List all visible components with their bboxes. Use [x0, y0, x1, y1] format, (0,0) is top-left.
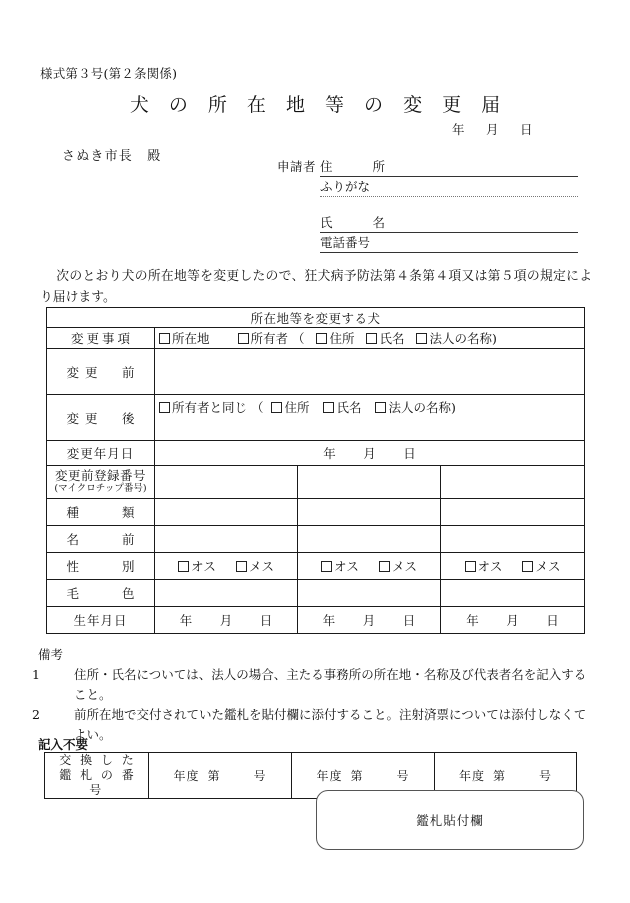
table-row-change-items [47, 328, 585, 349]
tag-table-label-line2: 鑑 札 の 番 号 [59, 768, 137, 797]
row-label-change-items: 変更事項 [47, 328, 155, 349]
form-code: 様式第３号(第２条関係) [40, 66, 178, 81]
sex-cell-3[interactable] [441, 553, 585, 580]
tag-no-prefix-2: 第 [350, 769, 364, 783]
table-row-after [47, 395, 585, 441]
birth-date-month-3: 月 [506, 613, 519, 628]
checkbox-female-2-icon[interactable] [379, 561, 390, 572]
checkbox-after-address-icon[interactable] [271, 402, 282, 413]
option-label-corporate-name: 法人の名称) [429, 331, 497, 346]
table-row-before [47, 349, 585, 395]
coat-color-cell-2[interactable] [298, 580, 441, 607]
sex-option-male-2: オス [334, 559, 359, 574]
checkbox-owner-address-icon[interactable] [316, 333, 327, 344]
checkbox-male-2-icon[interactable] [321, 561, 332, 572]
sex-option-female-1: メス [248, 559, 274, 574]
tag-no-prefix-3: 第 [492, 769, 506, 783]
checkbox-female-3-icon[interactable] [522, 561, 533, 572]
checkbox-owner-icon[interactable] [238, 333, 249, 344]
birth-date-day-1: 日 [259, 613, 273, 628]
furigana-label: ふりがな [320, 179, 371, 194]
remarks-item-1-number: 1 [32, 667, 40, 682]
option-label-owner-name: 氏名 [379, 331, 405, 346]
checkbox-male-1-icon[interactable] [178, 561, 189, 572]
dog-change-table [46, 307, 585, 634]
sex-option-male-3: オス [477, 559, 503, 574]
pet-name-cell-1[interactable] [155, 526, 298, 553]
prev-reg-no-cell-2[interactable] [298, 466, 441, 499]
option-label-after-corporate-name: 法人の名称) [388, 400, 456, 415]
tag-attachment-box-label: 鑑札貼付欄 [416, 813, 484, 828]
checkbox-location-icon[interactable] [159, 333, 170, 344]
table-row-pet-name [47, 526, 585, 553]
option-label-after-address: 住所 [284, 400, 310, 415]
table-row-sex [47, 553, 585, 580]
row-label-breed: 種 類 [47, 499, 155, 526]
date-day-label: 日 [520, 122, 534, 137]
remarks-section [32, 645, 594, 745]
tag-no-suffix-1: 号 [253, 769, 267, 783]
birth-date-month-1: 月 [219, 613, 233, 628]
birth-date-year-3: 年 [466, 613, 479, 628]
birth-date-day-2: 日 [402, 613, 416, 628]
sex-option-female-2: メス [391, 559, 417, 574]
prev-reg-no-cell-1[interactable] [155, 466, 298, 499]
option-label-owner-address: 住所 [329, 331, 355, 346]
tag-no-suffix-2: 号 [396, 769, 410, 783]
birth-date-cell-2[interactable] [298, 607, 441, 634]
after-value-cell[interactable] [155, 395, 585, 441]
tag-table-label-line1: 交 換 し た [59, 753, 137, 767]
tag-fiscal-year-1: 年度 [173, 769, 200, 783]
sex-option-female-3: メス [535, 559, 561, 574]
birth-date-day-3: 日 [546, 613, 559, 628]
coat-color-cell-3[interactable] [441, 580, 585, 607]
sex-cell-1[interactable] [155, 553, 298, 580]
option-label-after-name: 氏名 [336, 400, 362, 415]
checkbox-after-corporate-name-icon[interactable] [375, 402, 386, 413]
name-label: 氏 名 [320, 215, 391, 230]
birth-date-month-2: 月 [362, 613, 376, 628]
prev-reg-no-cell-3[interactable] [441, 466, 585, 499]
submission-date-line [452, 120, 533, 138]
applicant-label: 申請者 [277, 159, 317, 174]
remarks-heading: 備考 [38, 647, 64, 662]
tag-attachment-box[interactable] [316, 790, 584, 850]
tag-number-cell-1[interactable] [149, 753, 292, 799]
table-row-caption [47, 308, 585, 328]
change-items-options[interactable] [155, 328, 585, 349]
body-paragraph-text: 次のとおり犬の所在地等を変更したので、狂犬病予防法第４条第４項又は第５項の規定により届けます。 [40, 269, 592, 305]
remarks-item-1 [32, 665, 594, 705]
page-title: 犬 の 所 在 地 等 の 変 更 届 [129, 94, 508, 116]
remarks-item-2-number: 2 [32, 707, 40, 722]
table-caption: 所在地等を変更する犬 [47, 308, 585, 328]
breed-cell-2[interactable] [298, 499, 441, 526]
breed-cell-3[interactable] [441, 499, 585, 526]
applicant-name-field[interactable] [320, 213, 578, 233]
table-row-birth-date [47, 607, 585, 634]
row-label-birth-date: 生年月日 [47, 607, 155, 634]
applicant-phone-field[interactable] [320, 233, 578, 253]
before-value-cell[interactable] [155, 349, 585, 395]
change-date-cell[interactable] [155, 441, 585, 466]
change-date-day: 日 [403, 446, 416, 461]
date-year-label: 年 [452, 122, 466, 137]
checkbox-after-name-icon[interactable] [323, 402, 334, 413]
option-label-location: 所在地 [172, 331, 210, 346]
addressee: さぬき市長 殿 [62, 149, 162, 164]
table-row-coat-color [47, 580, 585, 607]
remarks-item-2-text: 前所在地で交付されていた鑑札を貼付欄に添付すること。注射済票については添付しなくてよい。 [74, 707, 587, 742]
sex-cell-2[interactable] [298, 553, 441, 580]
pet-name-cell-2[interactable] [298, 526, 441, 553]
birth-date-cell-1[interactable] [155, 607, 298, 634]
row-label-sex: 性 別 [47, 553, 155, 580]
tag-fiscal-year-3: 年度 [458, 769, 485, 783]
row-label-coat-color: 毛 色 [47, 580, 155, 607]
row-label-change-date: 変更年月日 [47, 441, 155, 466]
table-row-prev-reg-no [47, 466, 585, 499]
row-label-before: 変更 前 [47, 349, 155, 395]
birth-date-year-2: 年 [322, 613, 336, 628]
coat-color-cell-1[interactable] [155, 580, 298, 607]
checkbox-female-1-icon[interactable] [236, 561, 247, 572]
checkbox-owner-name-icon[interactable] [366, 333, 377, 344]
tag-no-suffix-3: 号 [538, 769, 552, 783]
row-label-prev-reg-no [47, 466, 155, 499]
phone-label: 電話番号 [320, 235, 371, 250]
checkbox-same-as-owner-icon[interactable] [159, 402, 170, 413]
address-label: 住 所 [320, 159, 391, 174]
sex-option-male-1: オス [191, 559, 216, 574]
birth-date-year-1: 年 [179, 613, 193, 628]
applicant-address-field[interactable] [320, 157, 578, 177]
row-label-after: 変更 後 [47, 395, 155, 441]
prev-reg-no-label: 変更前登録番号 [54, 468, 146, 483]
checkbox-male-3-icon[interactable] [465, 561, 476, 572]
pet-name-cell-3[interactable] [441, 526, 585, 553]
table-row-breed [47, 499, 585, 526]
remarks-item-2 [32, 705, 594, 745]
birth-date-cell-3[interactable] [441, 607, 585, 634]
checkbox-corporate-name-icon[interactable] [416, 333, 427, 344]
tag-fiscal-year-2: 年度 [316, 769, 343, 783]
tag-no-prefix-1: 第 [207, 769, 221, 783]
no-entry-note: 記入不要 [38, 737, 89, 752]
date-month-label: 月 [486, 122, 500, 137]
prev-reg-no-sublabel: (マイクロチップ番号) [54, 483, 147, 494]
change-date-year: 年 [323, 446, 336, 461]
table-row-change-date [47, 441, 585, 466]
row-label-pet-name: 名 前 [47, 526, 155, 553]
option-label-same-as-owner: 所有者と同じ （ [172, 400, 264, 415]
change-date-month: 月 [363, 446, 376, 461]
body-paragraph [40, 266, 592, 308]
option-label-owner: 所有者 （ [250, 331, 305, 346]
breed-cell-1[interactable] [155, 499, 298, 526]
applicant-furigana-field[interactable] [320, 177, 578, 197]
tag-table-label [45, 753, 149, 799]
remarks-item-1-text: 住所・氏名については、法人の場合、主たる事務所の所在地・名称及び代表者名を記入すること。 [74, 667, 587, 702]
